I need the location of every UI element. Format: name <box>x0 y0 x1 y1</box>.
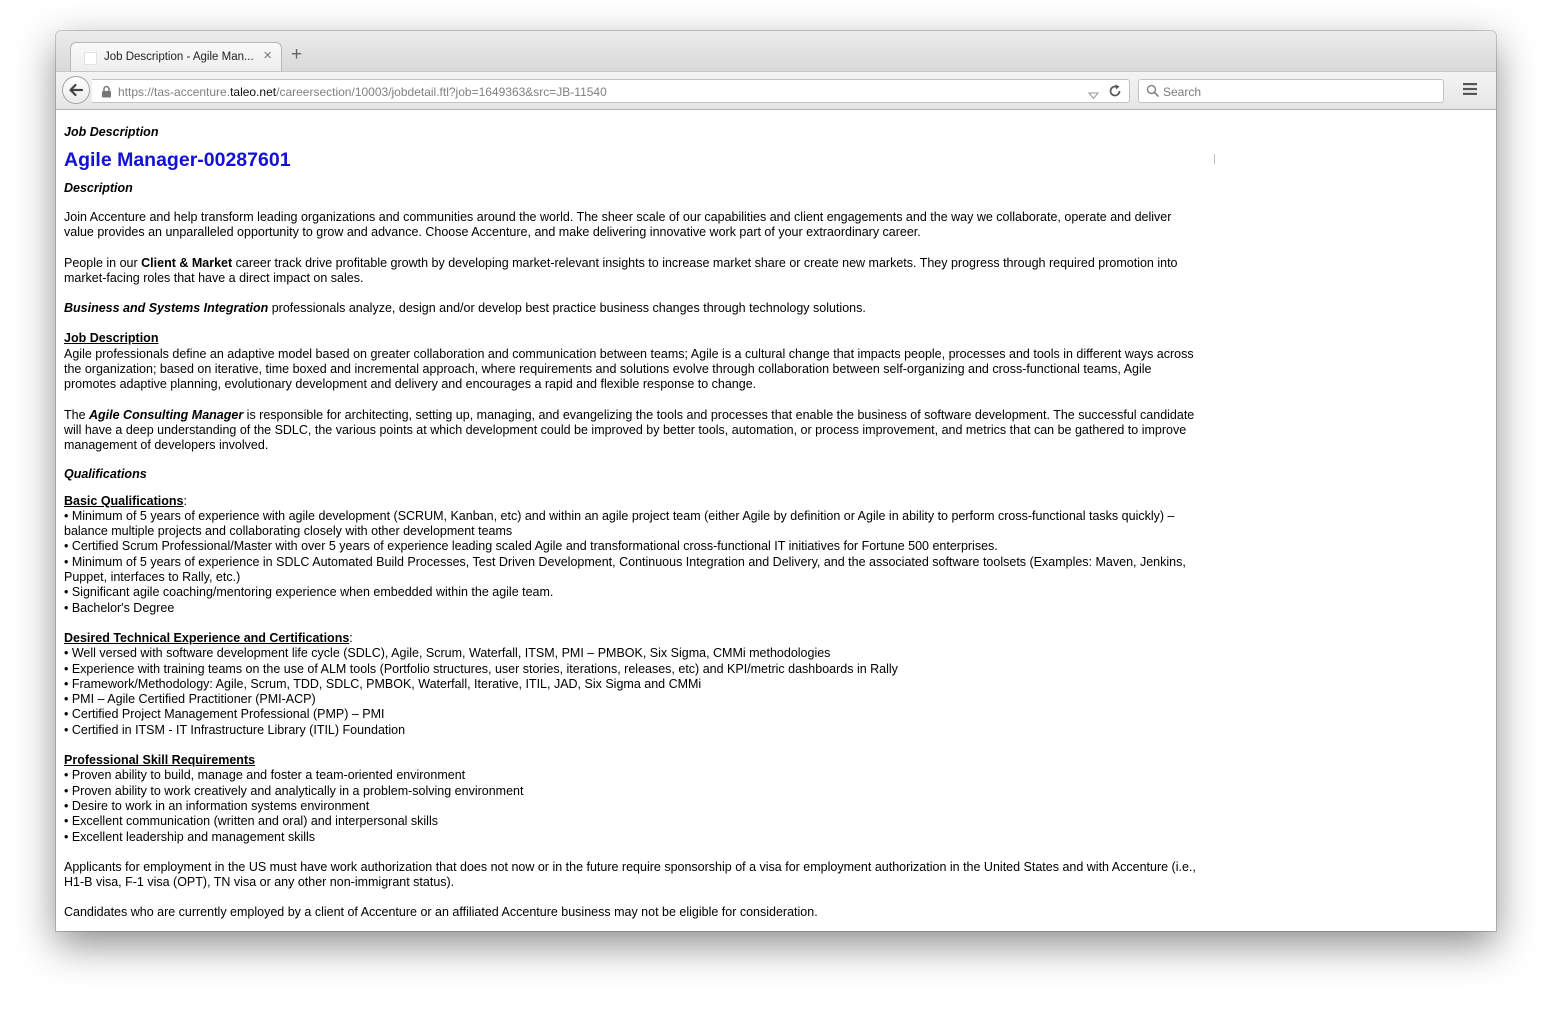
jd-heading: Job Description <box>64 331 159 346</box>
applicants-paragraph: Applicants for employment in the US must have work authorization that does not now or in the future require sponsorship of a visa for employment authorization in the United States and with Accenture (i.e., H1-B visa, F-1 visa (OPT), TN visa or any other non-immigrant status). <box>64 859 1196 890</box>
career-track-paragraph: People in our Client & Market career track drive profitable growth by developing market-relevant insights to increase market share or create new markets. They progress through required promotion into market-facing roles that have a direct impact on sales. <box>64 255 1178 285</box>
list-item: • Well versed with software development life cycle (SDLC), Agile, Scrum, Waterfall, ITSM, PMI – PMBOK, Six Sigma, CMMi methodologies <box>64 646 831 661</box>
list-item: • Certified in ITSM - IT Infrastructure Library (ITIL) Foundation <box>64 722 406 737</box>
professional-skill-list <box>64 768 1204 844</box>
list-item: • Certified Scrum Professional/Master with over 5 years of experience leading scaled Agile and transformational cross-functional IT initiatives for Fortune 500 enterprises. <box>64 539 998 554</box>
qualifications-heading: Qualifications <box>64 466 147 481</box>
job-description-label: Job Description <box>64 125 159 139</box>
lock-icon <box>101 85 112 103</box>
list-item: • Experience with training teams on the use of ALM tools (Portfolio structures, user stories, iterations, releases, etc) and KPI/metric dashboards in Rally <box>64 661 898 676</box>
list-item: • Proven ability to build, manage and foster a team-oriented environment <box>64 768 466 783</box>
list-item: • Significant agile coaching/mentoring experience when embedded within the agile team. <box>64 585 554 600</box>
tab-strip <box>56 31 1496 71</box>
navigation-toolbar <box>56 71 1496 110</box>
url-bar[interactable] <box>92 79 1130 103</box>
list-item: • Minimum of 5 years of experience with agile development (SCRUM, Kanban, etc) and within an agile project team (either Agile by definition or Agile in ability to perform cross-functional tasks quickly) – balance multiple projects and collaborating closely with other development teams <box>64 508 1175 539</box>
basic-qualifications-heading: Basic Qualifications: <box>64 493 187 508</box>
list-item: • Excellent leadership and management skills <box>64 829 316 844</box>
desired-heading: Desired Technical Experience and Certifications: <box>64 630 353 645</box>
new-tab-button[interactable]: + <box>291 44 303 65</box>
search-input[interactable] <box>1163 84 1433 99</box>
list-item: • Bachelor's Degree <box>64 600 175 615</box>
list-item: • Framework/Methodology: Agile, Scrum, TDD, SDLC, PMBOK, Waterfall, Iterative, ITIL, JAD, Six Sigma and CMMi <box>64 676 702 691</box>
favicon-icon <box>84 52 97 65</box>
url-text[interactable]: https://tas-accenture.taleo.net/careersection/10003/jobdetail.ftl?job=1649363&src=JB-11540 <box>118 85 607 99</box>
list-item: • Minimum of 5 years of experience in SDLC Automated Build Processes, Test Driven Development, Continuous Integration and Delivery, and the associated software toolsets (Examples: Maven, Jenkins, Puppet, interfaces to Rally, etc.) <box>64 554 1186 585</box>
jd-body: Agile professionals define an adaptive model based on greater collaboration and communication between teams; Agile is a cultural change that impacts people, processes and tools in different ways across the organization; based on iterative, time boxed and incremental approach, where requirements and solutions evolve through collaboration between self-organizing and cross-functional teams, Agile promotes adaptive planning, evolutionary development and delivery and encourages a rapid and flexible response to change. <box>64 346 1194 392</box>
bsi-paragraph: Business and Systems Integration professionals analyze, design and/or develop best practice business changes through technology solutions. <box>64 301 866 316</box>
page-content <box>56 110 1496 931</box>
close-tab-icon[interactable]: × <box>263 47 272 64</box>
professional-skill-heading: Professional Skill Requirements <box>64 753 256 768</box>
browser-window <box>56 31 1496 931</box>
search-icon <box>1146 84 1160 103</box>
back-arrow-icon <box>68 83 84 97</box>
url-dropdown-icon[interactable] <box>1088 87 1099 105</box>
search-bar[interactable] <box>1138 79 1444 103</box>
back-button[interactable] <box>62 76 90 104</box>
description-heading: Description <box>64 181 133 195</box>
divider <box>1214 154 1215 164</box>
browser-tab[interactable] <box>70 42 282 71</box>
hamburger-menu-icon[interactable] <box>1462 82 1478 101</box>
intro-paragraph: Join Accenture and help transform leading organizations and communities around the world. The sheer scale of our capabilities and client engagements and the way we collaborate, operate and deliver value provides an unparalleled opportunity to grow and advance. Choose Accenture, and make delivering innovative work part of your extraordinary career. <box>64 210 1172 240</box>
list-item: • Proven ability to work creatively and analytically in a problem-solving environment <box>64 783 524 798</box>
tab-title: Job Description - Agile Man... <box>104 51 254 63</box>
acm-paragraph: The Agile Consulting Manager is responsible for architecting, setting up, managing, and evangelizing the tools and processes that enable the business of software development. The successful candidate will have a deep understanding of the SDLC, the various points at which development could be improved by better tools, automation, or process improvement, and metrics that can be gathered to improve management of developers involved. <box>64 407 1195 453</box>
candidates-paragraph: Candidates who are currently employed by a client of Accenture or an affiliated Accenture business may not be eligible for consideration. <box>64 905 818 920</box>
list-item: • Desire to work in an information systems environment <box>64 798 370 813</box>
reload-icon[interactable] <box>1108 84 1122 103</box>
basic-qualifications-list <box>64 509 1204 616</box>
desired-list <box>64 646 1204 738</box>
job-title: Agile Manager-00287601 <box>64 149 291 171</box>
list-item: • PMI – Agile Certified Practitioner (PMI-ACP) <box>64 692 316 707</box>
list-item: • Certified Project Management Professional (PMP) – PMI <box>64 707 385 722</box>
list-item: • Excellent communication (written and oral) and interpersonal skills <box>64 814 438 829</box>
